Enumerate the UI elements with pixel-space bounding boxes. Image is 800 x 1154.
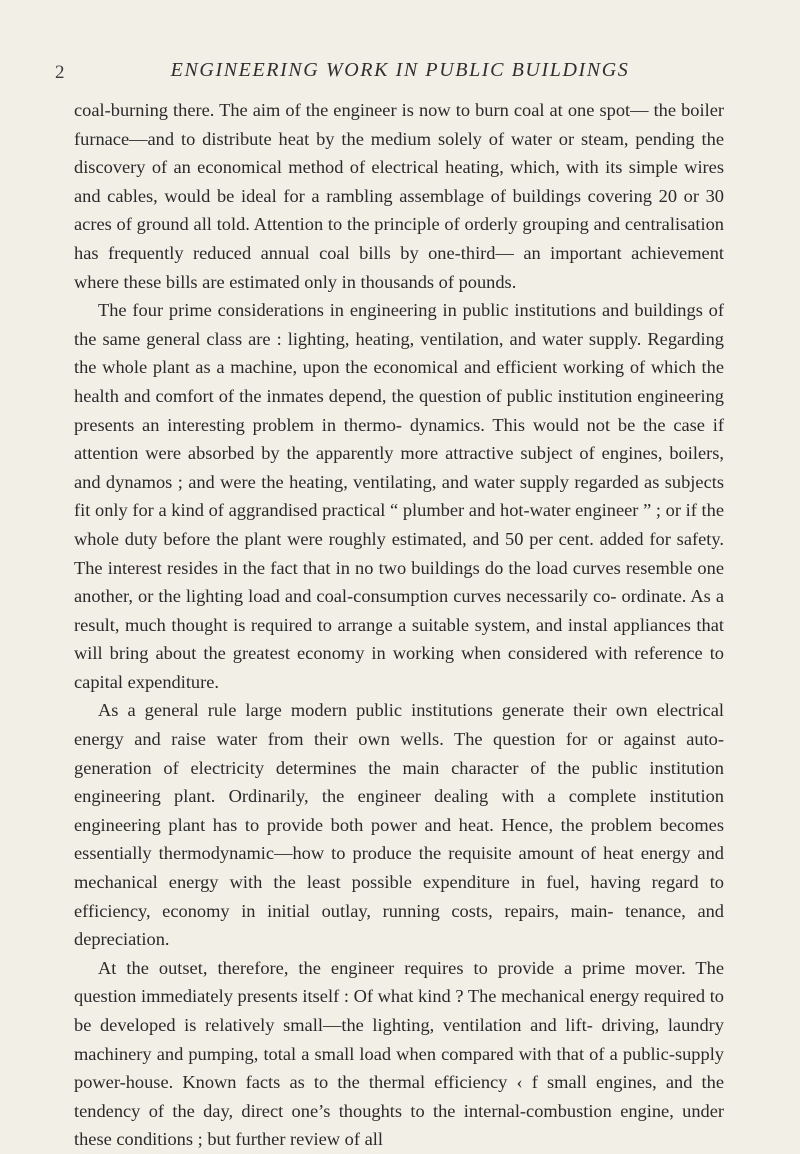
paragraph-continuation: coal-burning there. The aim of the engineer is now to burn coal at one spot— the boiler furnace—and to distribute heat by the medium solely of water or steam, pending the discovery of an economical method of electrical heating, which, with its simple wires and cables, would be ideal for a rambling assemblage of buildings covering 20 or 30 acres of ground all told. Attention to the principle of orderly grouping and centralisation has frequently reduced annual coal bills by one-third— an important achievement where these bills are estimated only in thousands of pounds. bbox=[74, 100, 724, 292]
paragraph-prime-considerations: The four prime considerations in engineering in public institutions and buildings of the same general class are : lighting, heating, ventilation, and water supply. Regarding the whole plant as a machine, upon the economical and efficient working of which the health and comfort of the inmates depend, the question of public institution engineering presents an interesting problem in thermo- dynamics. This would not be the case if attention were absorbed by the apparently more attractive subject of engines, boilers, and dynamos ; and were the heating, ventilating, and water supply regarded as subjects fit only for a kind of aggrandised practical “ plumber and hot-water engineer ” ; or if the whole duty before the plant were roughly estimated, and 50 per cent. added for safety. The interest resides in the fact that in no two buildings do the load curves resemble one another, or the lighting load and coal-consumption curves necessarily co- ordinate. As a result, much thought is required to arrange a suitable system, and instal appliances that will bring about the greatest economy in working when considered with reference to capital expenditure. bbox=[74, 300, 724, 692]
paragraph-prime-mover: At the outset, therefore, the engineer requires to provide a prime mover. The question immediately presents itself : Of what kind ? The mechanical energy required to be developed is relatively small—the lighting, ventilation and lift- driving, laundry machinery and pumping, total a small load when compared with that of a public-supply power-house. Known facts as to the thermal efficiency ‹ f small engines, and the tendency of the day, direct one’s thoughts to the internal-combustion engine, under these conditions ; but further review of all bbox=[74, 957, 724, 1150]
running-title: ENGINEERING WORK IN PUBLIC BUILDINGS bbox=[170, 59, 630, 81]
paragraph-general-rule: As a general rule large modern public institutions generate their own electrical energy and raise water from their own wells. The question for or against auto- generation of electricity determines the main character of the public institution engineering plant. Ordinarily, the engineer dealing with a complete institution engineering plant has to provide both power and heat. Hence, the problem becomes essentially thermodynamic—how to produce the requisite amount of heat energy and mechanical energy with the least possible expenditure in fuel, having regard to efficiency, economy in initial outlay, running costs, repairs, main- tenance, and depreciation. bbox=[74, 700, 724, 950]
page-number: 2 bbox=[55, 62, 65, 83]
body-text bbox=[74, 96, 724, 1154]
